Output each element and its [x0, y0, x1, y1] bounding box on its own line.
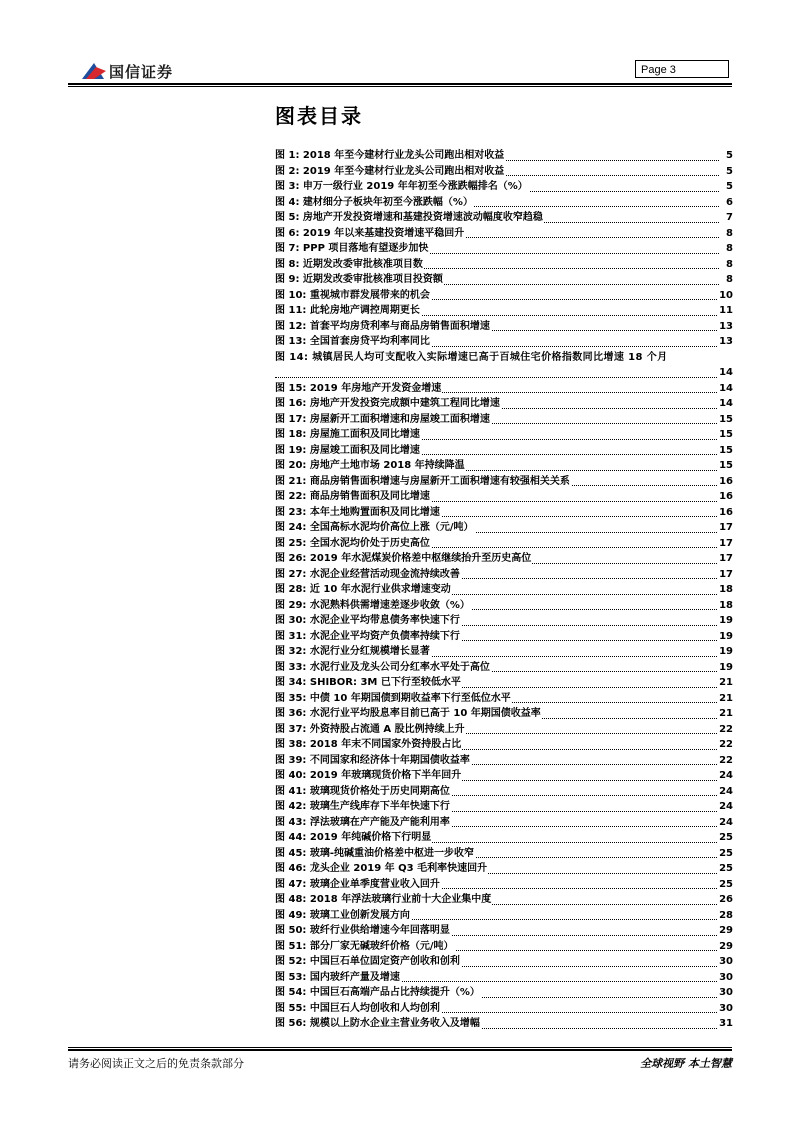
- toc-entry[interactable]: [275, 350, 733, 366]
- toc-entry-page: 19: [718, 644, 733, 660]
- toc-entry-label: 图 10: 重视城市群发展带来的机会: [275, 289, 430, 301]
- toc-entry[interactable]: [275, 288, 733, 304]
- toc-entry-page: 29: [718, 923, 733, 939]
- toc-entry[interactable]: [275, 164, 733, 180]
- toc-entry-label: 图 11: 此轮房地产调控周期更长: [275, 305, 420, 316]
- toc-entry-page: 15: [718, 458, 733, 474]
- toc-entry-label: 图 13: 全国首套房贷平均利率同比: [275, 336, 430, 347]
- toc-entry-label: 图 26: 2019 年水泥煤炭价格差中枢继续抬升至历史高位: [275, 553, 532, 564]
- toc-entry-page: 16: [718, 505, 733, 521]
- toc-entry[interactable]: [275, 954, 733, 970]
- toc-entry-page: 30: [718, 954, 733, 970]
- footer-divider-thin: [68, 1047, 732, 1048]
- toc-entry-page: 5: [725, 148, 733, 164]
- toc-entry-page: 21: [718, 675, 733, 691]
- toc-entry[interactable]: [275, 1001, 733, 1017]
- logo-text: 国信证券: [109, 62, 174, 81]
- footer-divider: [68, 1049, 732, 1051]
- toc-entry-page: 17: [718, 536, 733, 552]
- toc-entry[interactable]: [275, 644, 733, 660]
- toc-entry-label: 图 52: 中国巨石单位固定资产创收和创利: [275, 956, 460, 967]
- toc-entry-page: 21: [718, 706, 733, 722]
- toc-entry[interactable]: [275, 582, 733, 598]
- toc-entry-label: 图 30: 水泥企业平均带息债务率快速下行: [275, 615, 460, 626]
- toc-entry[interactable]: [275, 660, 733, 676]
- toc-entry[interactable]: [275, 613, 733, 629]
- toc-entry-label: 图 21: 商品房销售面积增速与房屋新开工面积增速有较强相关关系: [275, 475, 570, 487]
- toc-entry-label: 图 9: 近期发改委审批核准项目投资额: [275, 274, 443, 285]
- toc-entry-page: 13: [718, 319, 733, 335]
- toc-entry[interactable]: [275, 179, 733, 195]
- toc-entry[interactable]: [275, 520, 733, 536]
- toc-entry-page: 14: [718, 365, 733, 381]
- toc-entry-label: 图 15: 2019 年房地产开发资金增速: [275, 382, 442, 394]
- toc-entry-page: 25: [718, 861, 733, 877]
- toc-entry[interactable]: [275, 722, 733, 738]
- toc-entry-page: 8: [725, 241, 733, 257]
- toc-entry-label: 图 14: 城镇居民人均可支配收入实际增速已高于百城住宅价格指数同比增速 18 个月: [275, 351, 668, 363]
- toc-entry[interactable]: [275, 706, 733, 722]
- toc-entry-page: 8: [725, 226, 733, 242]
- toc-entry-label: 图 49: 玻璃工业创新发展方向: [275, 909, 410, 921]
- toc-entry-label: 图 47: 玻璃企业单季度营业收入回升: [275, 878, 440, 890]
- toc-entry-page: 14: [718, 396, 733, 412]
- toc-entry[interactable]: [275, 675, 733, 691]
- toc-entry-label: 图 6: 2019 年以来基建投资增速平稳回升: [275, 227, 465, 239]
- toc-entry-page: 30: [718, 970, 733, 986]
- toc-leader-dots: [275, 377, 719, 378]
- toc-entry-page: 17: [718, 551, 733, 567]
- toc-entry[interactable]: [275, 629, 733, 645]
- toc-entry-page: 22: [718, 722, 733, 738]
- toc-entry-label: 图 39: 不同国家和经济体十年期国债收益率: [275, 754, 470, 766]
- toc-entry-label: 图 51: 部分厂家无碱玻纤价格（元/吨）: [275, 940, 454, 952]
- toc-entry-label: 图 35: 中债 10 年期国债到期收益率下行至低位水平: [275, 692, 511, 704]
- toc-entry[interactable]: [275, 939, 733, 955]
- toc-entry-label: 图 50: 玻纤行业供给增速今年回落明显: [275, 925, 450, 936]
- toc-entry[interactable]: [275, 241, 733, 257]
- toc-entry-label: 图 29: 水泥熟料供需增速差逐步收敛（%）: [275, 599, 470, 611]
- toc-entry[interactable]: [275, 799, 733, 815]
- toc-entry[interactable]: [275, 396, 733, 412]
- toc-entry-label: 图 31: 水泥企业平均资产负债率持续下行: [275, 630, 460, 642]
- toc-entry-label: 图 8: 近期发改委审批核准项目数: [275, 258, 423, 270]
- toc-entry[interactable]: [275, 536, 733, 552]
- toc-entry-label: 图 28: 近 10 年水泥行业供求增速变动: [275, 584, 451, 595]
- toc-entry-page: 19: [718, 613, 733, 629]
- toc-entry-page: 5: [725, 164, 733, 180]
- toc-entry-page: 22: [718, 737, 733, 753]
- toc-entry-page: 8: [725, 272, 733, 288]
- toc-entry[interactable]: [275, 970, 733, 986]
- logo-mark-icon: [80, 61, 106, 81]
- toc-entry-label: 图 12: 首套平均房贷利率与商品房销售面积增速: [275, 320, 490, 332]
- toc-entry-label: 图 54: 中国巨石高端产品占比持续提升（%）: [275, 987, 480, 998]
- toc-entry[interactable]: [275, 923, 733, 939]
- toc-entry-label: 图 46: 龙头企业 2019 年 Q3 毛利率快速回升: [275, 863, 488, 874]
- toc-entry-page: 24: [718, 799, 733, 815]
- footer-slogan: 全球视野 本土智慧: [640, 1057, 732, 1070]
- header-divider-thin: [68, 86, 732, 87]
- toc-entry-label: 图 20: 房地产土地市场 2018 年持续降温: [275, 460, 465, 471]
- toc-entry-label: 图 24: 全国高标水泥均价高位上涨（元/吨）: [275, 522, 474, 533]
- toc-entry-label: 图 42: 玻璃生产线库存下半年快速下行: [275, 801, 450, 812]
- toc-entry-page: 16: [718, 474, 733, 490]
- toc-entry-label: 图 44: 2019 年纯碱价格下行明显: [275, 832, 432, 843]
- toc-entry-page: 25: [718, 877, 733, 893]
- toc-entry-page: 5: [725, 179, 733, 195]
- toc-entry-page: 16: [718, 489, 733, 505]
- toc-entry-label: 图 48: 2018 年浮法玻璃行业前十大企业集中度: [275, 894, 492, 905]
- toc-entry[interactable]: [275, 226, 733, 242]
- toc-entry-page: 15: [718, 427, 733, 443]
- toc-entry-page: 18: [718, 598, 733, 614]
- toc-entry-page: 30: [718, 985, 733, 1001]
- toc-entry[interactable]: [275, 210, 733, 226]
- toc-entry-page: 15: [718, 412, 733, 428]
- toc-entry-label: 图 32: 水泥行业分红规模增长显著: [275, 646, 430, 657]
- toc-entry[interactable]: [275, 815, 733, 831]
- toc-entry-page: 25: [718, 846, 733, 862]
- toc-entry[interactable]: [275, 861, 733, 877]
- header-divider: [68, 83, 732, 85]
- toc-entry-page: 17: [718, 520, 733, 536]
- toc-entry[interactable]: [275, 877, 733, 893]
- toc-entry-page: 17: [718, 567, 733, 583]
- toc-entry-page: 26: [718, 892, 733, 908]
- toc-entry-page: 13: [718, 334, 733, 350]
- toc-entry-page: 30: [718, 1001, 733, 1017]
- toc-entry-label: 图 53: 国内玻纤产量及增速: [275, 971, 400, 983]
- toc-entry-label: 图 55: 中国巨石人均创收和人均创利: [275, 1002, 440, 1014]
- toc-entry[interactable]: [275, 381, 733, 397]
- page-title: 图表目录: [275, 104, 363, 128]
- toc-entry[interactable]: [275, 443, 733, 459]
- toc-entry-page: 22: [718, 753, 733, 769]
- toc-entry-label: 图 22: 商品房销售面积及同比增速: [275, 491, 430, 502]
- toc-entry-label: 图 38: 2018 年末不同国家外资持股占比: [275, 739, 462, 750]
- toc-entry-label: 图 25: 全国水泥均价处于历史高位: [275, 537, 430, 549]
- toc-entry-label: 图 3: 申万一级行业 2019 年年初至今涨跌幅排名（%）: [275, 181, 528, 192]
- toc-entry-page: 28: [718, 908, 733, 924]
- toc-entry-label: 图 33: 水泥行业及龙头公司分红率水平处于高位: [275, 661, 490, 673]
- toc-entry[interactable]: [275, 985, 733, 1001]
- page-header: [68, 56, 732, 82]
- toc-entry-label: 图 5: 房地产开发投资增速和基建投资增速波动幅度收窄趋稳: [275, 212, 543, 223]
- toc-entry-page: 31: [718, 1016, 733, 1032]
- toc-entry-label: 图 36: 水泥行业平均股息率目前已高于 10 年期国债收益率: [275, 708, 541, 719]
- toc-entry[interactable]: [275, 737, 733, 753]
- toc-entry[interactable]: [275, 474, 733, 490]
- toc-entry-page: 19: [718, 629, 733, 645]
- toc-entry[interactable]: [275, 784, 733, 800]
- toc-entry-label: 图 43: 浮法玻璃在产产能及产能利用率: [275, 816, 450, 828]
- toc-entry[interactable]: [275, 505, 733, 521]
- toc-entry[interactable]: [275, 195, 733, 211]
- toc-entry[interactable]: [275, 412, 733, 428]
- toc-entry-label: 图 41: 玻璃现货价格处于历史同期高位: [275, 785, 450, 797]
- toc-entry[interactable]: [275, 1016, 733, 1032]
- toc-entry-page: 24: [718, 784, 733, 800]
- toc-entry-label: 图 18: 房屋施工面积及同比增速: [275, 429, 420, 440]
- toc-entry[interactable]: [275, 551, 733, 567]
- toc-entry-page: 14: [718, 381, 733, 397]
- toc-entry[interactable]: [275, 489, 733, 505]
- toc-entry-label: 图 4: 建材细分子板块年初至今涨跌幅（%）: [275, 196, 473, 208]
- toc-entry-page: 19: [718, 660, 733, 676]
- toc-entry[interactable]: [275, 830, 733, 846]
- toc-entry-page: 29: [718, 939, 733, 955]
- toc-entry[interactable]: [275, 272, 733, 288]
- company-logo: [80, 60, 173, 82]
- toc-entry-page: 24: [718, 815, 733, 831]
- toc-entry-page: 15: [718, 443, 733, 459]
- toc-entry[interactable]: [275, 303, 733, 319]
- toc-entry[interactable]: [275, 458, 733, 474]
- toc-entry[interactable]: [275, 908, 733, 924]
- toc-entry-page: 11: [718, 303, 733, 319]
- toc-entry-page: 18: [718, 582, 733, 598]
- toc-entry-label: 图 2: 2019 年至今建材行业龙头公司跑出相对收益: [275, 165, 505, 177]
- toc-entry-label: 图 37: 外资持股占流通 A 股比例持续上升: [275, 723, 465, 735]
- toc-entry[interactable]: [275, 567, 733, 583]
- toc-entry-label: 图 40: 2019 年玻璃现货价格下半年回升: [275, 770, 462, 781]
- toc-entry[interactable]: [275, 753, 733, 769]
- toc-entry-page: 6: [725, 195, 733, 211]
- toc-entry[interactable]: [275, 334, 733, 350]
- toc-entry[interactable]: [275, 846, 733, 862]
- page-number-box: Page 3: [635, 60, 729, 78]
- toc-entry[interactable]: [275, 257, 733, 273]
- toc-entry[interactable]: [275, 319, 733, 335]
- toc-entry-label: 图 56: 规模以上防水企业主营业务收入及增幅: [275, 1018, 480, 1029]
- toc-entry-label: 图 19: 房屋竣工面积及同比增速: [275, 444, 420, 456]
- toc-entry-label: 图 23: 本年土地购置面积及同比增速: [275, 506, 440, 518]
- toc-entry-label: 图 16: 房地产开发投资完成额中建筑工程同比增速: [275, 398, 500, 409]
- toc-entry-label: 图 17: 房屋新开工面积增速和房屋竣工面积增速: [275, 413, 490, 425]
- toc-entry-label: 图 7: PPP 项目落地有望逐步加快: [275, 243, 429, 254]
- table-of-figures: [275, 148, 733, 1032]
- toc-entry[interactable]: [275, 148, 733, 164]
- toc-entry-page: 10: [718, 288, 733, 304]
- toc-entry-label: 图 34: SHIBOR: 3M 已下行至较低水平: [275, 677, 461, 688]
- toc-entry[interactable]: [275, 427, 733, 443]
- footer-disclaimer: 请务必阅读正文之后的免责条款部分: [68, 1057, 244, 1070]
- toc-entry[interactable]: [275, 598, 733, 614]
- toc-entry[interactable]: [275, 691, 733, 707]
- toc-entry[interactable]: [275, 892, 733, 908]
- toc-entry[interactable]: [275, 768, 733, 784]
- toc-entry-page: 21: [718, 691, 733, 707]
- toc-entry[interactable]: [275, 365, 733, 381]
- toc-entry-page: 25: [718, 830, 733, 846]
- toc-entry-label: 图 1: 2018 年至今建材行业龙头公司跑出相对收益: [275, 150, 505, 161]
- toc-entry-page: 7: [725, 210, 733, 226]
- toc-entry-page: 8: [725, 257, 733, 273]
- toc-entry-page: 24: [718, 768, 733, 784]
- toc-entry-label: 图 45: 玻璃-纯碱重油价格差中枢进一步收窄: [275, 847, 475, 859]
- toc-entry-label: 图 27: 水泥企业经营活动现金流持续改善: [275, 568, 460, 580]
